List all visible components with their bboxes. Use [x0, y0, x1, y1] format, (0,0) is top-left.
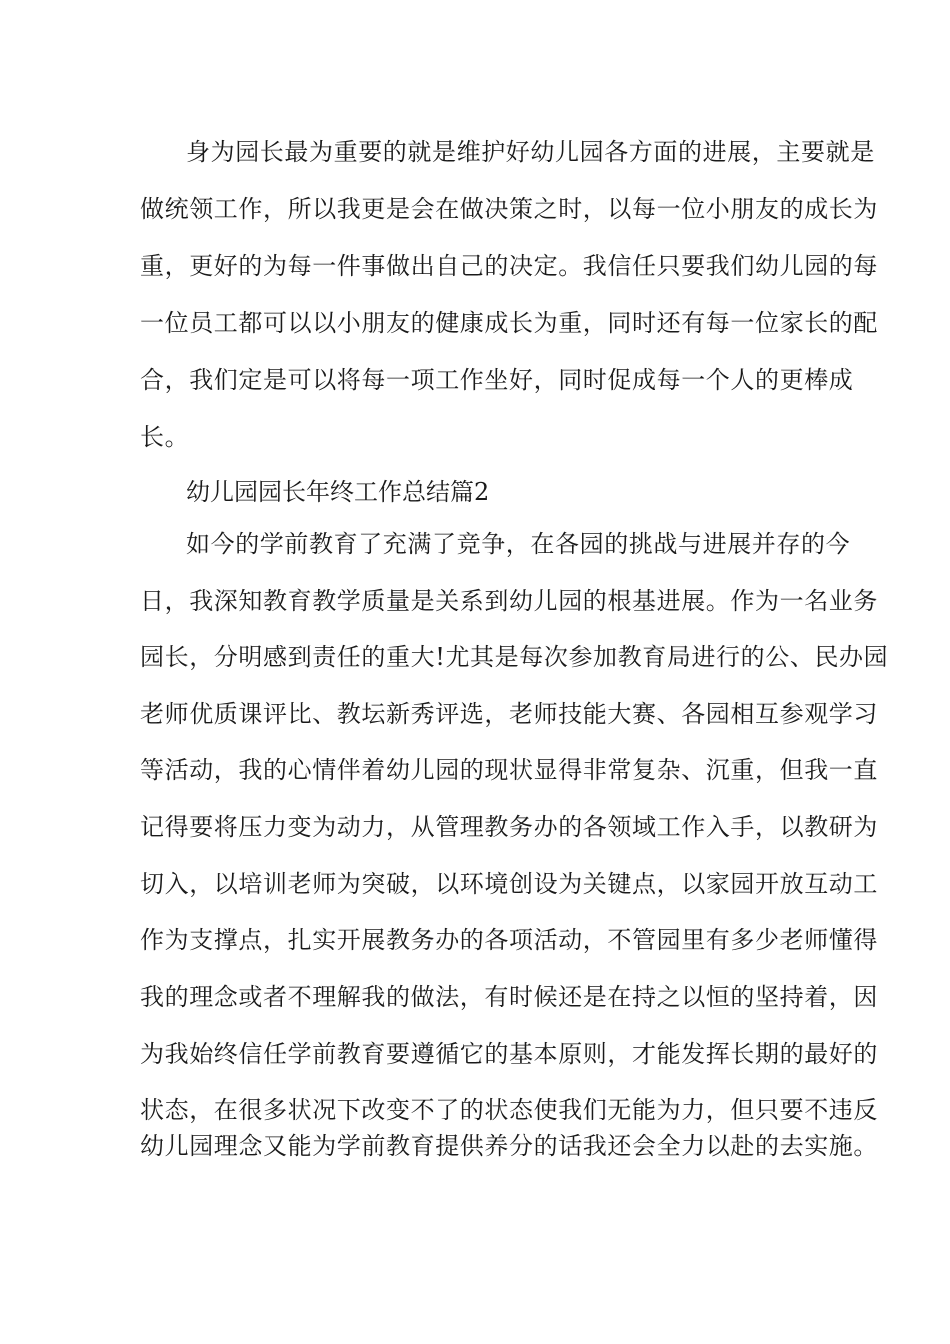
section-heading: 幼儿园园长年终工作总结篇2 [186, 478, 490, 506]
paragraph-2-line: 作为支撑点，扎实开展教务办的各项活动，不管园里有多少老师懂得 [140, 926, 878, 954]
paragraph-1-line: 重，更好的为每一件事做出自己的决定。我信任只要我们幼儿园的每 [140, 252, 878, 280]
paragraph-1-line: 合，我们定是可以将每一项工作坐好，同时促成每一个人的更棒成 [140, 366, 854, 394]
paragraph-2-line: 记得要将压力变为动力，从管理教务办的各领域工作入手，以教研为 [140, 813, 878, 841]
paragraph-2-line: 园长，分明感到责任的重大!尤其是每次参加教育局进行的公、民办园 [140, 643, 889, 671]
paragraph-2-line: 为我始终信任学前教育要遵循它的基本原则，才能发挥长期的最好的 [140, 1040, 878, 1068]
paragraph-2-line: 幼儿园理念又能为学前教育提供养分的话我还会全力以赴的去实施。 [140, 1132, 878, 1160]
paragraph-1-line: 做统领工作，所以我更是会在做决策之时，以每一位小朋友的成长为 [140, 195, 878, 223]
paragraph-2-line: 我的理念或者不理解我的做法，有时候还是在持之以恒的坚持着，因 [140, 983, 878, 1011]
paragraph-1-line: 身为园长最为重要的就是维护好幼儿园各方面的进展，主要就是 [186, 138, 875, 166]
paragraph-1-line: 长。 [140, 423, 190, 451]
paragraph-2-line: 等活动，我的心情伴着幼儿园的现状显得非常复杂、沉重，但我一直 [140, 756, 878, 784]
paragraph-2-line: 日，我深知教育教学质量是关系到幼儿园的根基进展。作为一名业务 [140, 587, 878, 615]
paragraph-2-line: 老师优质课评比、教坛新秀评选，老师技能大赛、各园相互参观学习 [140, 700, 878, 728]
paragraph-1-line: 一位员工都可以以小朋友的健康成长为重，同时还有每一位家长的配 [140, 309, 878, 337]
paragraph-2-line: 状态，在很多状况下改变不了的状态使我们无能为力，但只要不违反 [140, 1096, 878, 1124]
paragraph-2-line: 如今的学前教育了充满了竞争，在各园的挑战与进展并存的今 [186, 530, 851, 558]
paragraph-2-line: 切入，以培训老师为突破，以环境创设为关键点，以家园开放互动工 [140, 870, 878, 898]
